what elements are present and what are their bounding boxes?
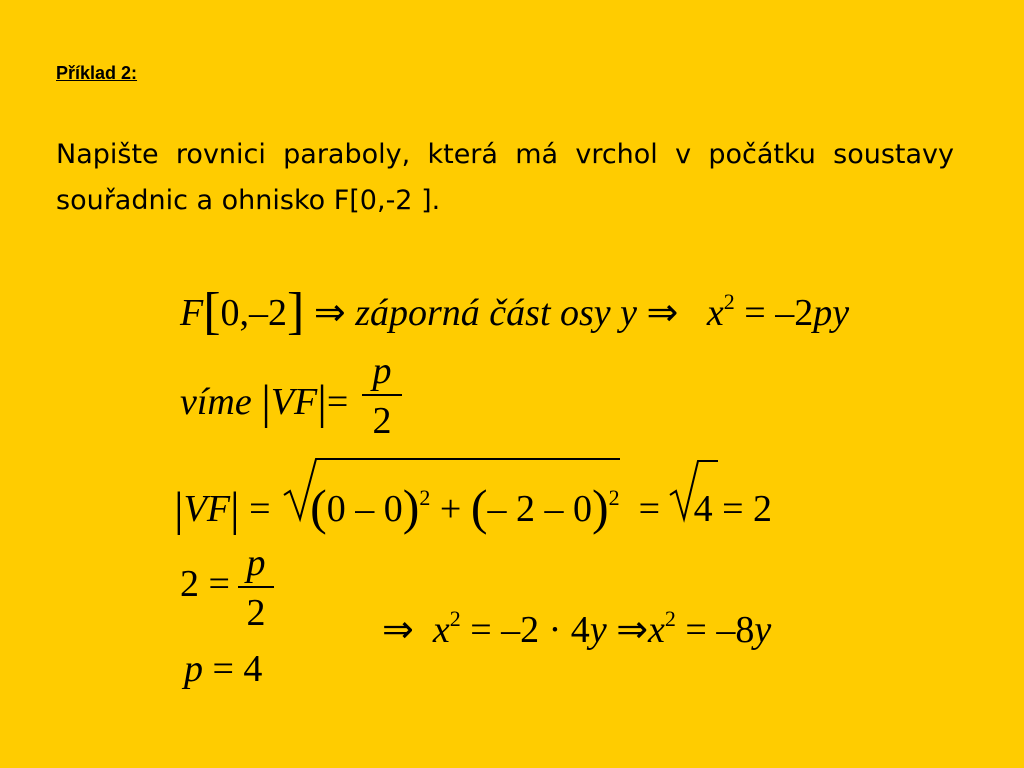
implies-arrow: ⇒ [646,292,679,334]
segment-vf: VF [183,488,231,530]
fraction-denominator: 2 [246,592,266,634]
knowledge-text: víme [180,381,252,423]
abs-bar-left: | [261,376,271,429]
implies-arrow: ⇒ [616,609,649,651]
segment-vf: VF [270,381,318,423]
abs-bar-right: | [230,483,240,536]
var-y: y [589,609,607,651]
left-bracket: [ [203,283,221,340]
abs-bar-right: | [317,376,327,429]
substitution: = –2 · 4 [470,609,590,651]
right-paren: ) [402,479,420,535]
abs-bar-left: | [174,483,184,536]
fraction-denominator: 2 [372,400,392,442]
equation-result [382,606,772,651]
equals-sign: = [722,488,744,530]
exponent: 2 [723,289,735,314]
difference-x: 0 – 0 [326,488,403,530]
exponent: 2 [419,485,431,510]
square-root-sign [670,455,720,525]
fraction-numerator: p [246,542,266,584]
equals-sign: = [744,292,766,334]
exponent: 2 [608,485,620,510]
final-coefficient: = –8 [685,609,755,651]
equation-two-equals [180,565,230,603]
equation-vf-definition [180,375,349,429]
radicand: 4 [693,488,713,530]
var-x: x [706,292,724,334]
coefficient: –2 [775,292,814,334]
var-y: y [754,609,772,651]
implies-arrow: ⇒ [313,292,346,334]
implies-arrow: ⇒ [382,609,414,651]
var-p: p [184,648,203,690]
problem-statement: Napište rovnici paraboly, která má vrchol v počátku soustavy souřadnic a ohnisko F[0,-2 ]. [56,139,954,216]
fraction-bar [238,586,274,588]
right-paren: ) [592,479,609,535]
fraction-p-over-2 [238,544,274,632]
equals-sign: = [249,488,271,530]
fraction-bar [362,394,402,396]
negative-axis-text: záporná část osy y [355,292,638,334]
plus-sign: + [439,488,462,530]
left-paren: ( [310,479,327,535]
example-label: Příklad 2: [56,63,138,83]
equals-sign: = [638,488,661,530]
square-root-sign [284,455,624,525]
distance-result: 2 [753,488,773,530]
left-paren: ( [470,479,488,535]
equals-sign: = [326,381,349,423]
focus-symbol: F [180,292,204,334]
exponent: 2 [449,606,461,631]
equation-lhs: 2 = [180,563,230,605]
fraction-p-over-2 [362,352,402,440]
equation-focus-direction [180,283,850,340]
p-value: = 4 [212,648,263,690]
var-x: x [432,609,450,651]
fraction-numerator: p [372,350,392,392]
equation-p-value [184,650,262,688]
var-py: py [813,292,850,334]
exponent: 2 [664,606,676,631]
focus-coordinates: 0,–2 [220,292,288,334]
right-bracket: ] [287,283,305,340]
var-x: x [648,609,665,651]
difference-y: – 2 – 0 [487,488,592,530]
